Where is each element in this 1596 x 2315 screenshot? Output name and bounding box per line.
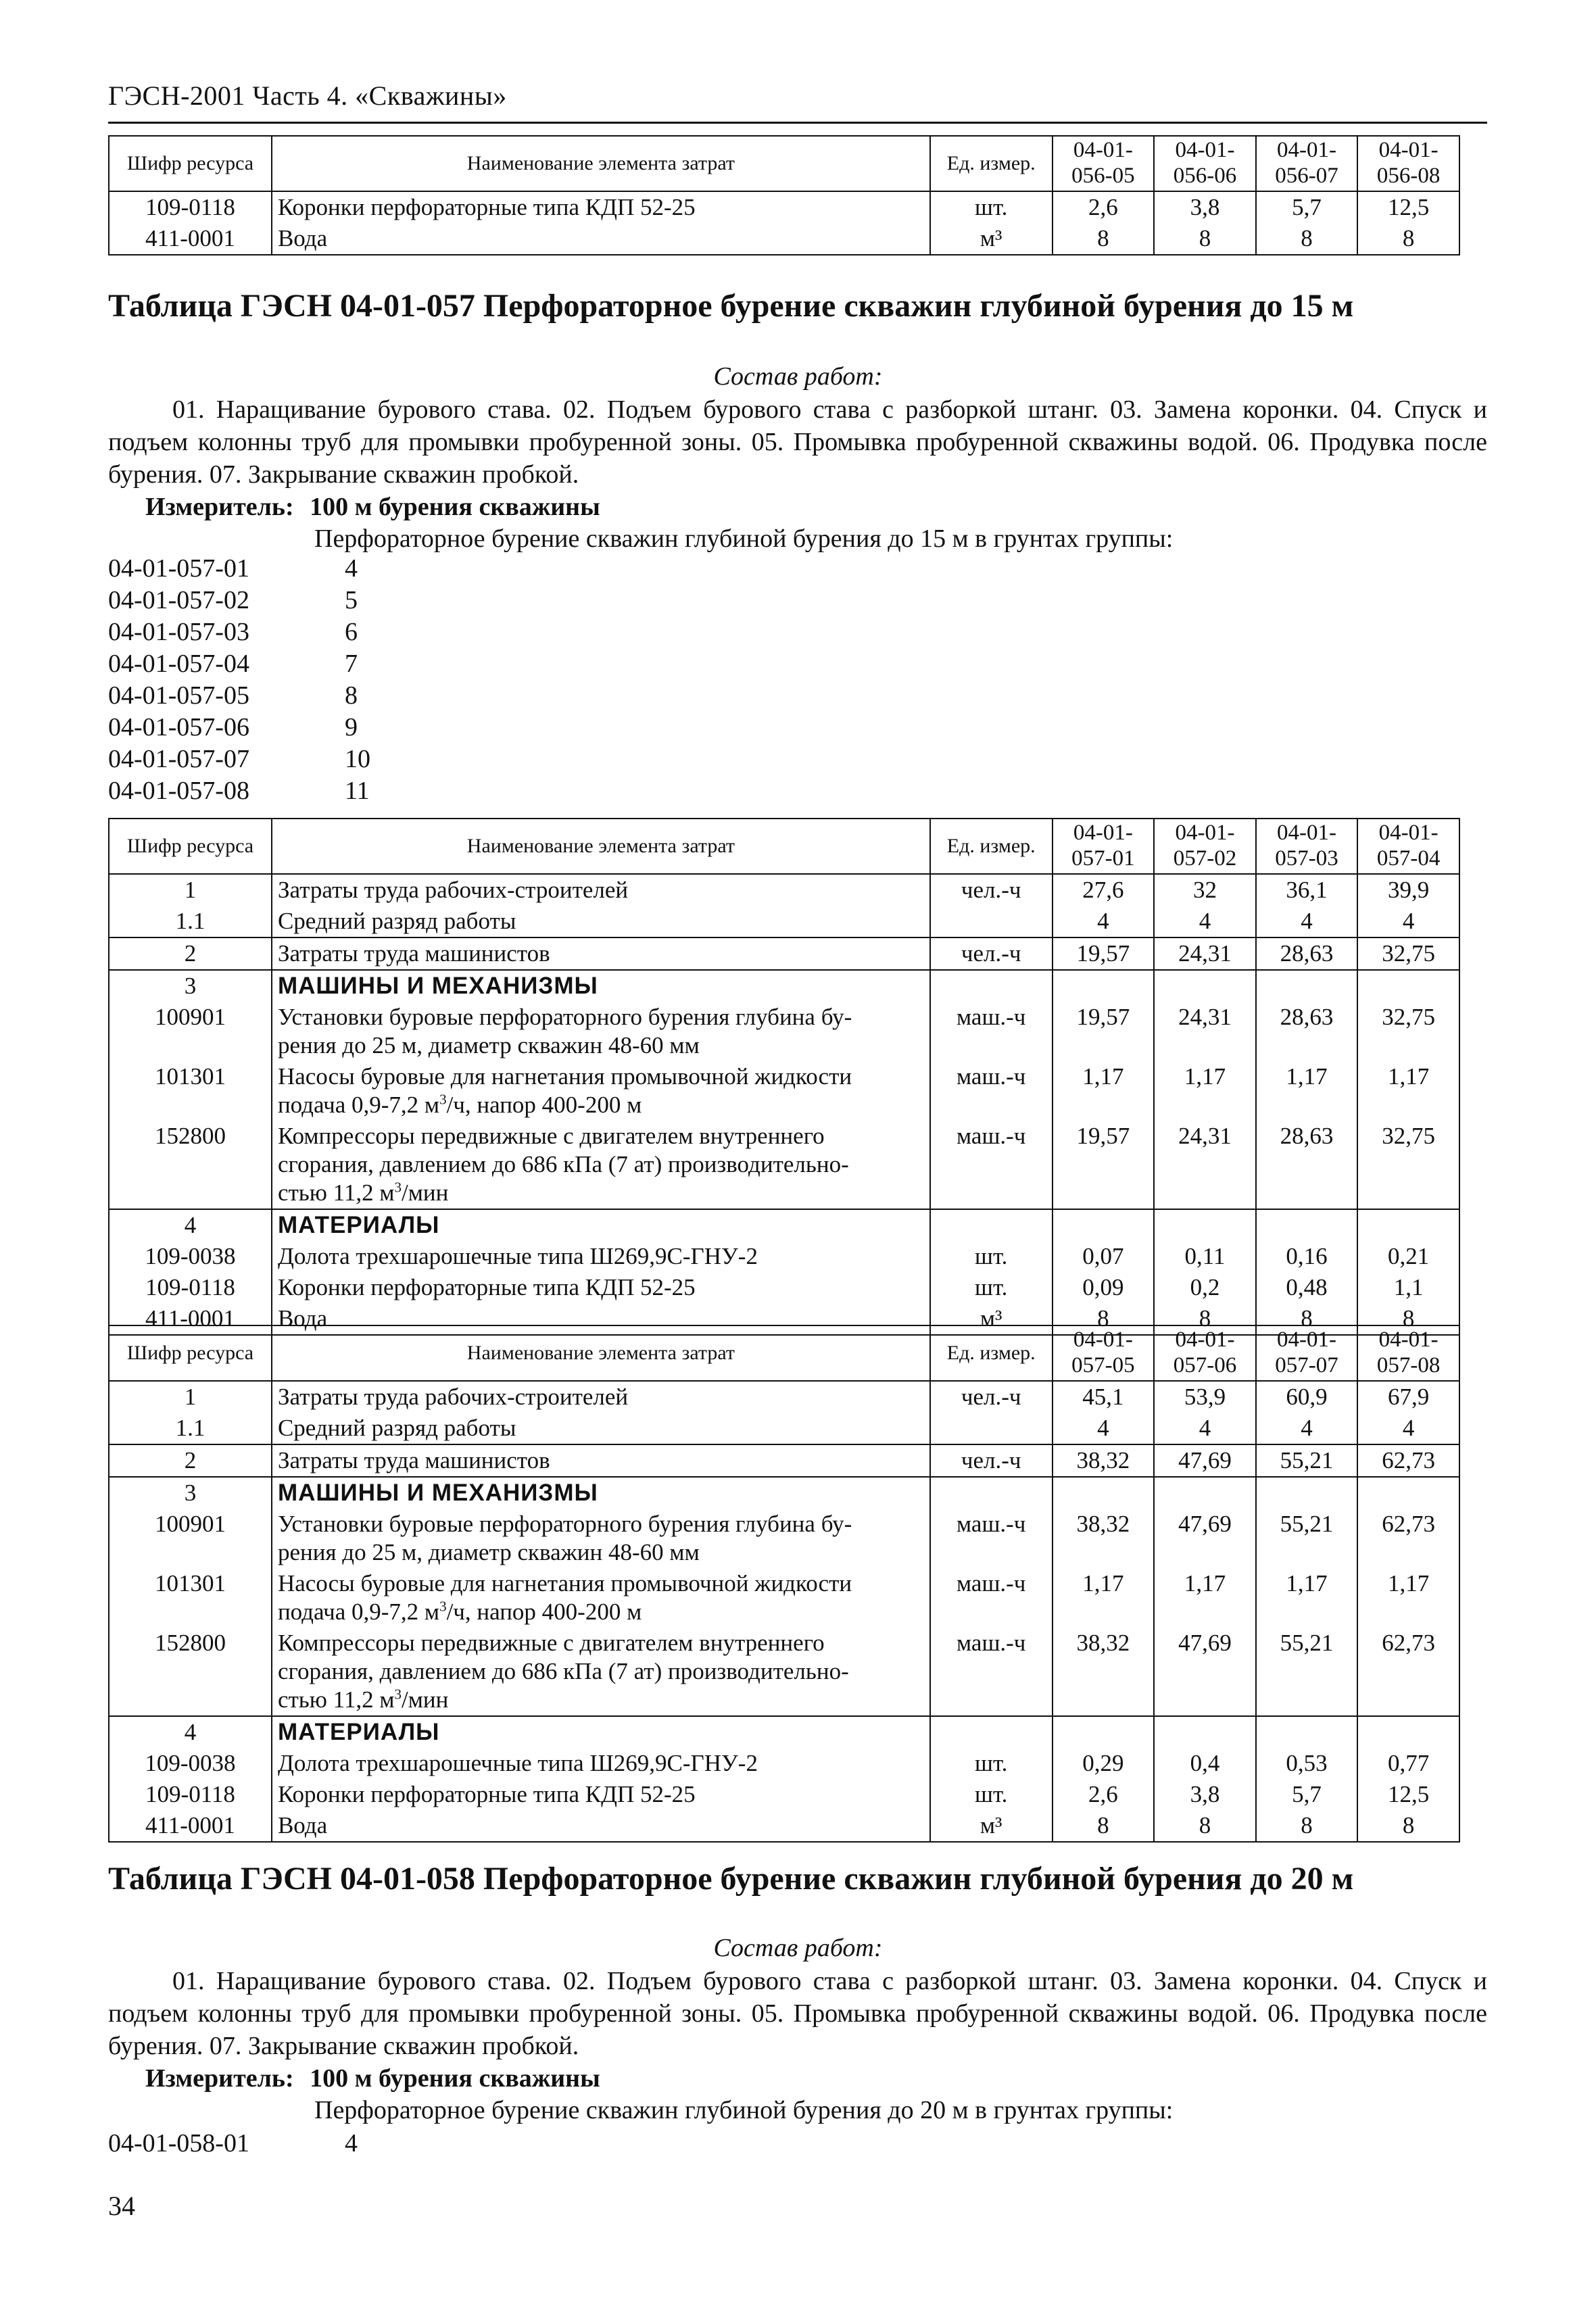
cell-value: 45,1: [1053, 1381, 1155, 1413]
cell-value: 3,8: [1154, 1779, 1256, 1810]
cell-value: 8: [1256, 1810, 1358, 1842]
cell-value: 47,69: [1154, 1444, 1256, 1477]
table-row: [109, 937, 1459, 970]
name-line: Установки буровые перфораторного бурения глубина бу-: [277, 1510, 852, 1537]
cell-name: Коронки перфораторные типа КДП 52-25: [272, 191, 930, 223]
norm-code-list: [108, 553, 370, 807]
cell-value: 1,17: [1053, 1568, 1155, 1628]
cell-value: 32,75: [1357, 937, 1459, 970]
section-title: Таблица ГЭСН 04-01-058 Перфораторное бурение скважин глубиной бурения до 20 м: [108, 1861, 1354, 1897]
cell-unit: маш.-ч: [930, 1121, 1053, 1209]
cell-value: 55,21: [1256, 1628, 1358, 1716]
cell-value: 28,63: [1256, 937, 1358, 970]
cell-unit: шт.: [930, 1748, 1053, 1779]
measure-value: 100 м бурения скважины: [310, 2064, 600, 2093]
cell-id: 1.1: [109, 1413, 272, 1444]
section-heading-row: [109, 1209, 1459, 1241]
cell-value: 24,31: [1154, 1002, 1256, 1061]
cell-value: 8: [1154, 1810, 1256, 1842]
table-header-row: [109, 1325, 1459, 1381]
cell-value: 8: [1053, 1810, 1155, 1842]
cell-unit: маш.-ч: [930, 1061, 1053, 1121]
table-056-continuation: [108, 135, 1460, 255]
cell-id: 109-0118: [109, 191, 272, 223]
table-row: [109, 874, 1459, 906]
cell-value: 24,31: [1154, 1121, 1256, 1209]
table-row: [109, 191, 1459, 223]
cell-value: 0,16: [1256, 1241, 1358, 1272]
work-description: 01. Наращивание бурового става. 02. Подъем бурового става с разборкой штанг. 03. Замена коронки. 04. Спуск и подъем колонны труб для промывки пробуренной зоны. 05. Промывка пробуренной скважины водой. 06. Продувка после бурения. 07. Закрывание скважин пробкой.: [108, 1967, 1487, 2060]
cell-value: 19,57: [1053, 937, 1155, 970]
cell-name: Вода: [272, 1810, 930, 1842]
name-line: рения до 25 м, диаметр скважин 48-60 мм: [277, 1538, 700, 1565]
measure-label: Измеритель:: [145, 2064, 294, 2093]
cell-value: 0,11: [1154, 1241, 1256, 1272]
norm-code: 04-01-057-07: [108, 745, 249, 773]
header-name: Наименование элемента затрат: [272, 136, 930, 191]
name-line: /мин: [402, 1686, 449, 1713]
work-description: 01. Наращивание бурового става. 02. Подъем бурового става с разборкой штанг. 03. Замена коронки. 04. Спуск и подъем колонны труб для промывки пробуренной зоны. 05. Промывка пробуренной скважины водой. 06. Продувка после бурения. 07. Закрывание скважин пробкой.: [108, 395, 1487, 489]
page-number: 34: [108, 2191, 135, 2221]
header-unit: Ед. измер.: [930, 136, 1053, 191]
cell-id: 152800: [109, 1628, 272, 1716]
cell-id: 109-0118: [109, 1272, 272, 1303]
cell-name: Вода: [272, 1303, 930, 1335]
cell-unit: маш.-ч: [930, 1628, 1053, 1716]
table-row: [109, 1241, 1459, 1272]
norm-code: 04-01-057-04: [108, 650, 249, 678]
cell-value: 32,75: [1357, 1121, 1459, 1209]
name-line: подача 0,9-7,2 м: [277, 1598, 440, 1625]
list-item: [108, 2128, 358, 2160]
header-code: 04-01-057-06: [1154, 1325, 1256, 1381]
list-item: [108, 744, 370, 775]
cell-value: 0,09: [1053, 1272, 1155, 1303]
cell-value: 19,57: [1053, 1002, 1155, 1061]
cell-value: 0,21: [1357, 1241, 1459, 1272]
name-line: стью 11,2 м: [277, 1179, 395, 1206]
cell-value: 1,17: [1154, 1568, 1256, 1628]
norm-code: 04-01-058-01: [108, 2129, 249, 2158]
cell-value: 67,9: [1357, 1381, 1459, 1413]
section-heading-row: [109, 1716, 1459, 1748]
cell-value: 1,17: [1256, 1061, 1358, 1121]
table-header-row: [109, 819, 1459, 874]
header-code: 04-01-057-02: [1154, 819, 1256, 874]
header-code: 04-01-057-04: [1357, 819, 1459, 874]
cell-id: 152800: [109, 1121, 272, 1209]
header-code: 04-01-056-06: [1154, 136, 1256, 191]
cell-id: 2: [109, 937, 272, 970]
cell-unit: чел.-ч: [930, 874, 1053, 906]
norm-subheading: Перфораторное бурение скважин глубиной бурения до 15 м в грунтах группы:: [314, 525, 1174, 553]
cell-unit: шт.: [930, 1272, 1053, 1303]
cell-value: 62,73: [1357, 1628, 1459, 1716]
cell-value: 19,57: [1053, 1121, 1155, 1209]
table-row: [109, 1121, 1459, 1209]
cell-value: 0,4: [1154, 1748, 1256, 1779]
list-item: [108, 775, 370, 807]
cell-value: 38,32: [1053, 1509, 1155, 1568]
cell-value: 2,6: [1053, 1779, 1155, 1810]
cell-name: [272, 1568, 930, 1628]
cell-id: 109-0038: [109, 1748, 272, 1779]
cell-value: 0,53: [1256, 1748, 1358, 1779]
cell-value: 47,69: [1154, 1509, 1256, 1568]
cell-name: [272, 1002, 930, 1061]
name-line: /ч, напор 400-200 м: [446, 1598, 642, 1625]
cell-value: 8: [1357, 1303, 1459, 1335]
cell-value: 60,9: [1256, 1381, 1358, 1413]
table-row: [109, 1628, 1459, 1716]
header-code: 04-01-057-01: [1053, 819, 1155, 874]
norm-subheading: Перфораторное бурение скважин глубиной бурения до 20 м в грунтах группы:: [314, 2096, 1174, 2124]
header-rule: [108, 122, 1487, 124]
cell-unit: [930, 906, 1053, 937]
list-item: [108, 553, 370, 585]
cell-value: 28,63: [1256, 1121, 1358, 1209]
cell-value: 28,63: [1256, 1002, 1358, 1061]
table-057-a: [108, 818, 1460, 1336]
cell-value: 24,31: [1154, 937, 1256, 970]
section-heading-row: [109, 1477, 1459, 1509]
soil-group: 11: [345, 777, 370, 805]
cell-name: Долота трехшарошечные типа Ш269,9С-ГНУ-2: [272, 1748, 930, 1779]
cell-value: 5,7: [1256, 191, 1358, 223]
norm-code: 04-01-057-08: [108, 777, 249, 805]
cell-name: [272, 1628, 930, 1716]
cell-name: [272, 1509, 930, 1568]
measure-line: [145, 2064, 600, 2093]
cell-unit: маш.-ч: [930, 1568, 1053, 1628]
cell-name: Средний разряд работы: [272, 1413, 930, 1444]
table-row: [109, 1568, 1459, 1628]
cell-value: 1,17: [1053, 1061, 1155, 1121]
cell-value: 5,7: [1256, 1779, 1358, 1810]
norm-code: 04-01-057-01: [108, 554, 249, 583]
cell-value: 62,73: [1357, 1509, 1459, 1568]
header-id: Шифр ресурса: [109, 136, 272, 191]
table-row: [109, 1810, 1459, 1842]
name-line: Компрессоры передвижные с двигателем внутреннего: [277, 1629, 825, 1656]
table-row: [109, 1381, 1459, 1413]
measure-label: Измеритель:: [145, 493, 294, 521]
cell-id: 1: [109, 874, 272, 906]
name-line: /мин: [402, 1179, 449, 1206]
cell-id: 109-0118: [109, 1779, 272, 1810]
superscript: 3: [439, 1091, 447, 1108]
soil-group: 6: [345, 618, 358, 646]
superscript: 3: [394, 1686, 402, 1703]
header-name: Наименование элемента затрат: [272, 819, 930, 874]
cell-value: 32,75: [1357, 1002, 1459, 1061]
name-line: Компрессоры передвижные с двигателем внутреннего: [277, 1122, 825, 1149]
cell-unit: чел.-ч: [930, 1444, 1053, 1477]
list-item: [108, 616, 370, 648]
cell-unit: м³: [930, 1810, 1053, 1842]
cell-id: 100901: [109, 1509, 272, 1568]
cell-unit: шт.: [930, 1779, 1053, 1810]
section-name: МАТЕРИАЛЫ: [272, 1209, 930, 1241]
cell-value: 8: [1053, 1303, 1155, 1335]
header-code: 04-01-056-08: [1357, 136, 1459, 191]
header-code: 04-01-057-07: [1256, 1325, 1358, 1381]
cell-value: 53,9: [1154, 1381, 1256, 1413]
cell-unit: [930, 1413, 1053, 1444]
header-code: 04-01-057-03: [1256, 819, 1358, 874]
cell-value: 0,2: [1154, 1272, 1256, 1303]
cell-value: 1,17: [1357, 1061, 1459, 1121]
name-line: сгорания, давлением до 686 кПа (7 ат) производительно-: [277, 1657, 849, 1684]
cell-value: 8: [1256, 1303, 1358, 1335]
superscript: 3: [439, 1598, 447, 1615]
header-id: Шифр ресурса: [109, 819, 272, 874]
table-row: [109, 1509, 1459, 1568]
cell-value: 12,5: [1357, 1779, 1459, 1810]
name-line: /ч, напор 400-200 м: [446, 1091, 642, 1118]
cell-value: 4: [1154, 906, 1256, 937]
cell-id: 411-0001: [109, 1303, 272, 1335]
cell-name: Средний разряд работы: [272, 906, 930, 937]
soil-group: 8: [345, 681, 358, 710]
header-code: 04-01-057-08: [1357, 1325, 1459, 1381]
cell-value: 1,17: [1154, 1061, 1256, 1121]
name-line: Установки буровые перфораторного бурения глубина бу-: [277, 1003, 852, 1030]
cell-value: 55,21: [1256, 1509, 1358, 1568]
cell-id: 100901: [109, 1002, 272, 1061]
cell-unit: м³: [930, 1303, 1053, 1335]
cell-value: 1,17: [1256, 1568, 1358, 1628]
cell-id: 3: [109, 1477, 272, 1509]
name-line: сгорания, давлением до 686 кПа (7 ат) производительно-: [277, 1150, 849, 1177]
list-item: [108, 712, 370, 744]
name-line: подача 0,9-7,2 м: [277, 1091, 440, 1118]
norm-code: 04-01-057-02: [108, 586, 249, 614]
cell-value: 0,07: [1053, 1241, 1155, 1272]
soil-group: 4: [345, 554, 358, 583]
cell-id: 1: [109, 1381, 272, 1413]
cell-unit: шт.: [930, 191, 1053, 223]
cell-value: 2,6: [1053, 191, 1155, 223]
cell-value: 4: [1357, 906, 1459, 937]
table-row: [109, 1748, 1459, 1779]
cell-id: 1.1: [109, 906, 272, 937]
list-item: [108, 585, 370, 616]
cell-value: 27,6: [1053, 874, 1155, 906]
name-line: рения до 25 м, диаметр скважин 48-60 мм: [277, 1031, 700, 1058]
cell-unit: чел.-ч: [930, 937, 1053, 970]
cell-id: 411-0001: [109, 1810, 272, 1842]
table-row: [109, 1779, 1459, 1810]
cell-name: Вода: [272, 223, 930, 255]
cell-value: 38,32: [1053, 1444, 1155, 1477]
section-name: МАШИНЫ И МЕХАНИЗМЫ: [272, 970, 930, 1002]
header-code: 04-01-057-05: [1053, 1325, 1155, 1381]
soil-group: 5: [345, 586, 358, 614]
cell-unit: м³: [930, 223, 1053, 255]
cell-value: 47,69: [1154, 1628, 1256, 1716]
header-name: Наименование элемента затрат: [272, 1325, 930, 1381]
cell-value: 0,29: [1053, 1748, 1155, 1779]
cell-name: Затраты труда машинистов: [272, 937, 930, 970]
table-row: [109, 1413, 1459, 1444]
cell-value: 36,1: [1256, 874, 1358, 906]
table-row: [109, 906, 1459, 937]
cell-id: 3: [109, 970, 272, 1002]
cell-unit: маш.-ч: [930, 1509, 1053, 1568]
table-057-b: [108, 1325, 1460, 1843]
cell-value: 38,32: [1053, 1628, 1155, 1716]
cell-value: 62,73: [1357, 1444, 1459, 1477]
cell-value: 1,1: [1357, 1272, 1459, 1303]
superscript: 3: [394, 1179, 402, 1196]
measure-value: 100 м бурения скважины: [310, 493, 600, 521]
cell-unit: шт.: [930, 1241, 1053, 1272]
table-row: [109, 1061, 1459, 1121]
cell-name: Затраты труда машинистов: [272, 1444, 930, 1477]
list-item: [108, 648, 370, 680]
name-line: Насосы буровые для нагнетания промывочной жидкости: [277, 1569, 852, 1597]
table-header-row: [109, 136, 1459, 191]
header-id: Шифр ресурса: [109, 1325, 272, 1381]
table-row: [109, 223, 1459, 255]
cell-name: Долота трехшарошечные типа Ш269,9С-ГНУ-2: [272, 1241, 930, 1272]
norm-code: 04-01-057-05: [108, 681, 249, 710]
cell-value: 3,8: [1154, 191, 1256, 223]
cell-value: 39,9: [1357, 874, 1459, 906]
cell-value: 32: [1154, 874, 1256, 906]
measure-line: [145, 492, 600, 522]
table-row: [109, 1444, 1459, 1477]
cell-id: 4: [109, 1209, 272, 1241]
header-code: 04-01-056-07: [1256, 136, 1358, 191]
section-title: Таблица ГЭСН 04-01-057 Перфораторное бурение скважин глубиной бурения до 15 м: [108, 288, 1354, 324]
cell-id: 109-0038: [109, 1241, 272, 1272]
cell-value: 4: [1256, 1413, 1358, 1444]
cell-id: 101301: [109, 1061, 272, 1121]
soil-group: 7: [345, 650, 358, 678]
header-code: 04-01-056-05: [1053, 136, 1155, 191]
soil-group: 10: [345, 745, 370, 773]
cell-id: 101301: [109, 1568, 272, 1628]
cell-unit: чел.-ч: [930, 1381, 1053, 1413]
section-name: МАШИНЫ И МЕХАНИЗМЫ: [272, 1477, 930, 1509]
cell-value: 4: [1053, 1413, 1155, 1444]
cell-value: 0,48: [1256, 1272, 1358, 1303]
running-header: ГЭСН-2001 Часть 4. «Скважины»: [108, 80, 507, 111]
soil-group: 9: [345, 713, 358, 741]
cell-name: Коронки перфораторные типа КДП 52-25: [272, 1779, 930, 1810]
soil-group: 4: [345, 2129, 358, 2158]
work-heading: Состав работ:: [713, 1934, 883, 1962]
name-line: Насосы буровые для нагнетания промывочной жидкости: [277, 1063, 852, 1090]
cell-unit: маш.-ч: [930, 1002, 1053, 1061]
cell-value: 4: [1256, 906, 1358, 937]
cell-value: 8: [1053, 223, 1155, 255]
cell-value: 55,21: [1256, 1444, 1358, 1477]
cell-value: 4: [1357, 1413, 1459, 1444]
cell-name: [272, 1121, 930, 1209]
cell-id: 2: [109, 1444, 272, 1477]
cell-value: 4: [1053, 906, 1155, 937]
cell-name: Затраты труда рабочих-строителей: [272, 1381, 930, 1413]
cell-value: 1,17: [1357, 1568, 1459, 1628]
section-heading-row: [109, 970, 1459, 1002]
table-row: [109, 1002, 1459, 1061]
table-row: [109, 1272, 1459, 1303]
norm-code: 04-01-057-06: [108, 713, 249, 741]
cell-value: 8: [1357, 223, 1459, 255]
header-unit: Ед. измер.: [930, 1325, 1053, 1381]
work-heading: Состав работ:: [713, 362, 883, 391]
cell-id: 411-0001: [109, 223, 272, 255]
section-name: МАТЕРИАЛЫ: [272, 1716, 930, 1748]
cell-name: Коронки перфораторные типа КДП 52-25: [272, 1272, 930, 1303]
name-line: стью 11,2 м: [277, 1686, 395, 1713]
cell-id: 4: [109, 1716, 272, 1748]
cell-value: 8: [1154, 223, 1256, 255]
cell-value: 0,77: [1357, 1748, 1459, 1779]
list-item: [108, 680, 370, 712]
cell-value: 12,5: [1357, 191, 1459, 223]
cell-value: 8: [1154, 1303, 1256, 1335]
norm-code: 04-01-057-03: [108, 618, 249, 646]
cell-name: [272, 1061, 930, 1121]
cell-value: 8: [1357, 1810, 1459, 1842]
cell-name: Затраты труда рабочих-строителей: [272, 874, 930, 906]
cell-value: 8: [1256, 223, 1358, 255]
cell-value: 4: [1154, 1413, 1256, 1444]
norm-code-list: [108, 2128, 358, 2160]
header-unit: Ед. измер.: [930, 819, 1053, 874]
